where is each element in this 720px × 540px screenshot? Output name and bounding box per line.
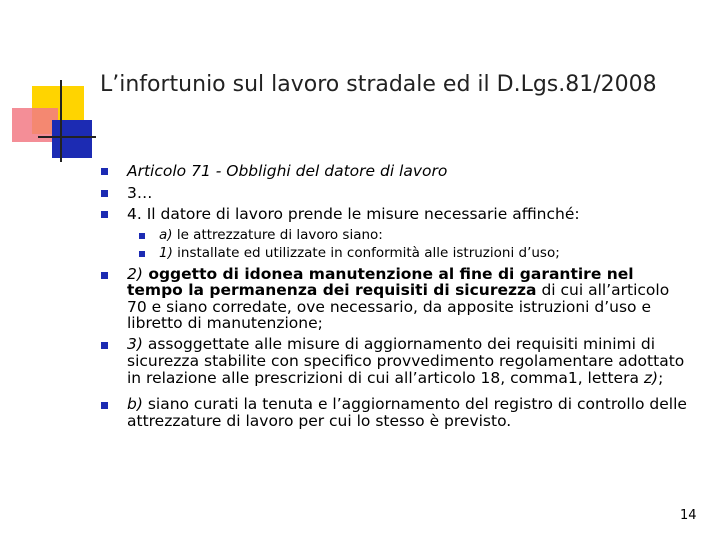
list-item-line — [127, 369, 663, 387]
item-bold-text: tempo la permanenza dei requisiti di sicurezza — [127, 281, 537, 299]
sub-item-prefix: 1) — [159, 245, 173, 261]
decoration-blue-square — [52, 120, 92, 158]
bullet-icon — [101, 272, 108, 279]
item-text: assoggettate alle misure di aggiornamento dei requisiti minimi di — [142, 335, 656, 353]
bullet-icon — [101, 190, 108, 197]
bullet-icon — [101, 211, 108, 218]
sub-bullet-icon — [139, 233, 145, 239]
list-item-line: attrezzature di lavoro per cui lo stesso è previsto. — [127, 412, 512, 430]
sub-list-item — [159, 227, 383, 243]
item-prefix: 2) — [127, 265, 143, 283]
bullet-icon — [101, 342, 108, 349]
sub-item-text: le attrezzature di lavoro siano: — [172, 227, 383, 243]
item-text: in relazione alle prescrizioni di cui all’articolo 18, comma1, lettera — [127, 369, 644, 387]
item-prefix: 3) — [127, 335, 143, 353]
list-item-line: sicurezza stabilite con specifico provvedimento regolamentare adottato — [127, 352, 685, 370]
item-text: ; — [658, 369, 664, 387]
list-item-line: 70 e siano corredate, ove necessario, da apposite istruzioni d’uso e — [127, 298, 652, 316]
item-text: di cui all’articolo — [536, 281, 670, 299]
sub-bullet-icon — [139, 251, 145, 257]
item-bold-text: oggetto di idonea manutenzione al fine di garantire nel — [142, 265, 634, 283]
page-number: 14 — [680, 508, 697, 523]
decoration-horizontal-line — [38, 136, 96, 138]
sub-item-text: installate ed utilizzate in conformità alle istruzioni d’uso; — [172, 245, 560, 261]
slide-title: L’infortunio sul lavoro stradale ed il D.Lgs.81/2008 — [100, 72, 657, 97]
decoration-vertical-line — [60, 80, 62, 162]
list-item-line: libretto di manutenzione; — [127, 314, 323, 332]
sub-list-item — [159, 245, 560, 261]
list-item-line — [127, 335, 655, 353]
list-item: 3… — [127, 184, 153, 202]
item-italic-text: z) — [643, 369, 659, 387]
list-item-line — [127, 395, 687, 413]
sub-item-prefix: a) — [159, 227, 173, 243]
list-item-heading: Articolo 71 - Obblighi del datore di lavoro — [127, 162, 448, 180]
list-item-line — [127, 281, 669, 299]
item-prefix: b) — [127, 395, 143, 413]
list-item: 4. Il datore di lavoro prende le misure necessarie affinché: — [127, 205, 580, 223]
bullet-icon — [101, 168, 108, 175]
item-text: siano curati la tenuta e l’aggiornamento del registro di controllo delle — [142, 395, 687, 413]
bullet-icon — [101, 402, 108, 409]
